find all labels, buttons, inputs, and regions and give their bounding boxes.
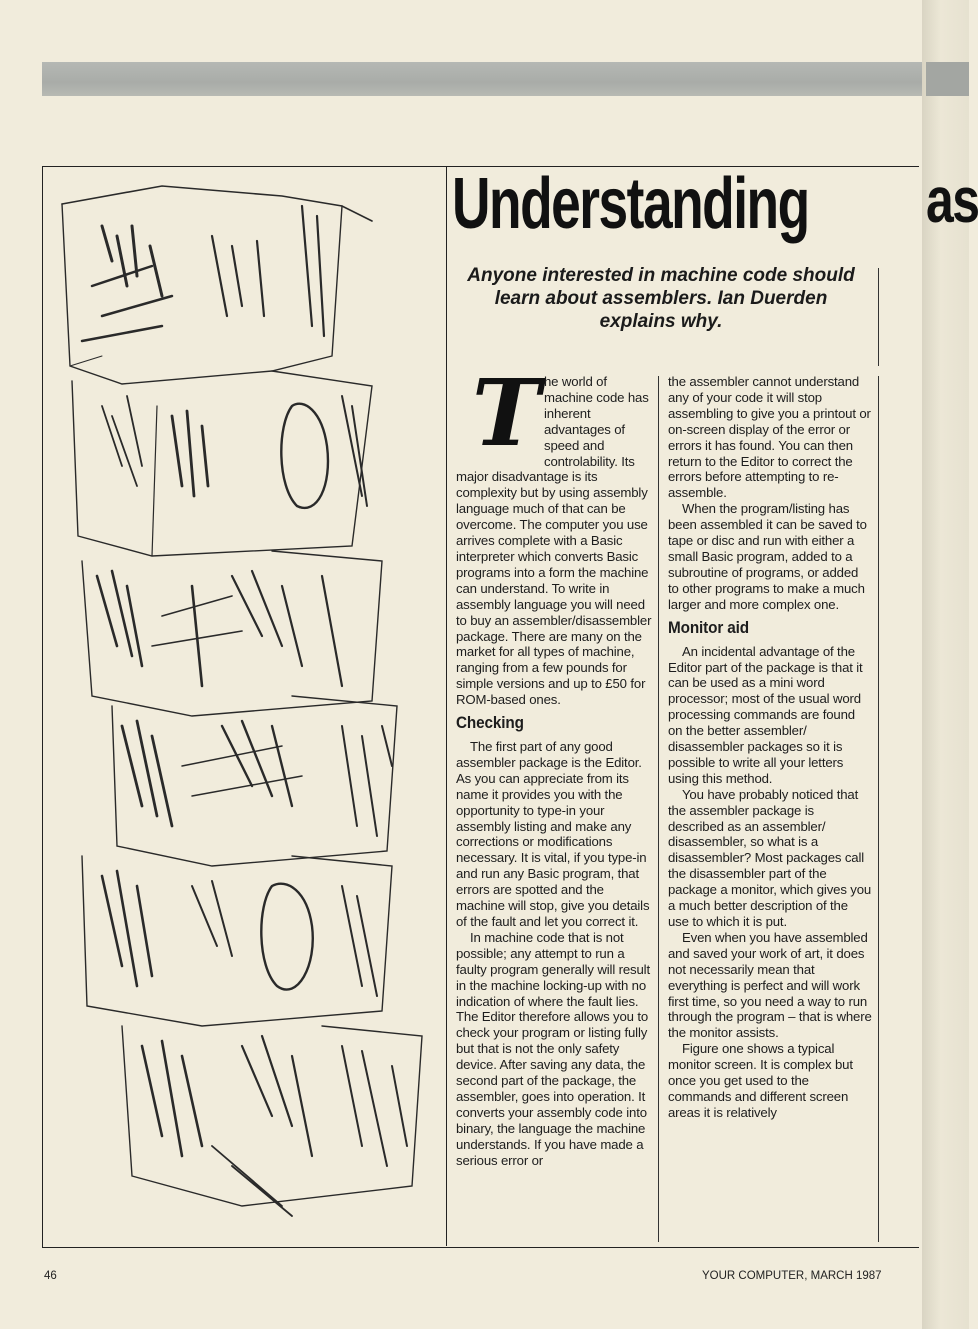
next-page-title: as xyxy=(926,164,978,236)
next-page-band xyxy=(926,62,969,96)
column-rule-middle xyxy=(658,376,659,1242)
paragraph: The first part of any good assembler package is the Editor. As you can appreciate from its name it provides you with the opportunity to type-in your assembly listing and make any corrections or modifications necessary. It is vital, if you type-in and run any Basic program, that errors are spotted and the machine will stop, give you details of the fault and let you correct it. xyxy=(456,739,650,929)
paragraph: You have probably noticed that the assembler package is described as an assembler/ disassembler, so what is a disassembler? Most packages call the disassembler part of the package a monitor, which gives you a much better description of the use to which it is put. xyxy=(668,786,872,929)
illustration-panel xyxy=(42,166,447,1246)
drop-cap: T xyxy=(472,359,541,467)
publication-footer: YOUR COMPUTER, MARCH 1987 xyxy=(702,1270,882,1282)
paragraph: Figure one shows a typical monitor screen. It is complex but once you get used to the commands and different screen areas it is relatively xyxy=(668,1041,853,1120)
header-color-band xyxy=(42,62,922,96)
article-standfirst: Anyone interested in machine code should learn about assemblers. Ian Duerden explains why. xyxy=(467,265,855,332)
text-column-2 xyxy=(668,374,872,1121)
next-page-edge xyxy=(922,0,978,1329)
paragraph: An incidental advantage of the Editor part of the package is that it can be used as a mini word processor; most of the usual word processing commands are found on the better assembler/ disassembler packages so it is possible to write all your letters using this method. xyxy=(668,643,863,786)
paragraph: When the program/listing has been assembled it can be saved to tape or disc and run with either a small Basic program, added to a subroutine of programs, or added to other programs to make a much larger and more complex one. xyxy=(668,501,867,612)
paragraph: In machine code that is not possible; any attempt to run a faulty program generally will result in the machine locking-up with no indication of where the fault lies. The Editor therefore allows you to check your program or listing fully but that is not the only safety device. After saving any data, the second part of the package, the assembler, goes into operation. It converts your assembly code into binary, the language the machine understands. If you have made a serious error or xyxy=(456,929,650,1168)
paragraph: the assembler cannot understand any of your code it will stop assembling to give you a printout or on-screen display of the error or errors it has found. You can then return to the Editor to correct the errors before attempting to re-assemble. xyxy=(668,374,871,501)
heading-monitor-aid: Monitor aid xyxy=(668,617,749,637)
article-title: Understanding xyxy=(452,164,809,244)
text-column-1 xyxy=(456,359,652,1169)
stacked-blocks-sketch xyxy=(42,166,446,1246)
page-number: 46 xyxy=(44,1270,57,1282)
column-rule-right xyxy=(878,376,879,1242)
intro-paragraph: The world of machine code has inherent advantages of speed and controlability. Its major disadvantage is its complexity but by using assembly language much of that can be overcome. The computer you use arrives complete with a Basic interpreter which converts Basic programs into a form the machine can understand. To write in assembly language you will need to buy an assembler/disassembler package. There are many on the market for all types of machine, ranging from a few pounds for simple versions and up to £50 for ROM-based ones. xyxy=(456,359,652,708)
paragraph: Even when you have assembled and saved your work of art, it does not necessarily mean that everything is perfect and will work first time, so you need a way to run through the program – that is where the monitor assists. xyxy=(668,929,872,1041)
heading-checking: Checking xyxy=(456,713,524,733)
column-rule-right-standfirst xyxy=(878,268,879,366)
